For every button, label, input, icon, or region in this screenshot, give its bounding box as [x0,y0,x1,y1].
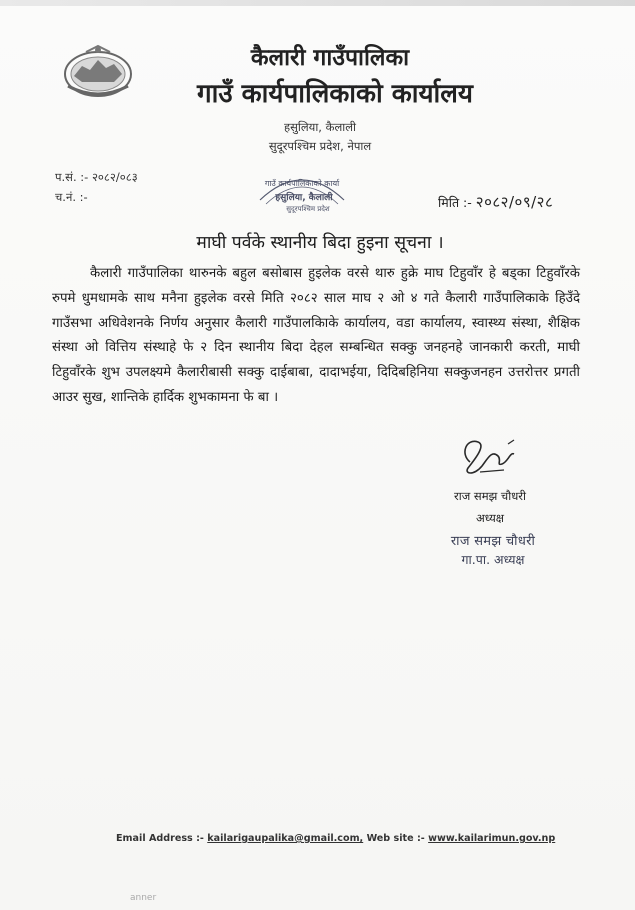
email-link[interactable]: kailarigaupalika@gmail.com, [207,833,364,844]
signatory-name: राज समझ चौधरी [454,489,526,503]
scanner-watermark: anner [130,893,157,903]
date-value: २०८२/०९/२८ [475,193,554,211]
stamp-line-3: सुदूरपश्चिम प्रदेश [286,205,330,213]
cn-label: च.नं. :- [55,190,88,204]
web-label: Web site :- [366,833,425,844]
dispatch-number [55,190,88,205]
footer-contact [116,833,556,844]
address-line-2: सुदूरपश्चिम प्रदेश, नेपाल [268,139,372,153]
reference-number [55,170,138,185]
stamp-line-2: हसुलिया, कैलाली [275,193,333,203]
signatory-title: अध्यक्ष [475,511,505,525]
email-label: Email Address :- [116,833,204,844]
office-name: गाउँ कार्यपालिकाको कार्यालय [197,79,473,109]
stamp-line-1: गाउँ कार्यपालिकाको कार्या [264,179,340,188]
notice-body: कैलारी गाउँपालिका थारुनके बहुल बसोबास हुइलेक वरसे थारु हुक्रे माघ टिहुवाँर हे बड्का टिहुवाँरके रुपमे धुमधामके साथ मनैना हुइलेक वरसे मिति २०८२ साल माघ २ ओ ४ गते कैलारी गाउँपालिकाके हिउँदे गाउँसभा अधिवेशनके निर्णय अनुसार कैलारी गाउँपालकिाके कार्यालय, वडा कार्यालय, स्वास्थ्य संस्था, शैक्षिक संस्था ओ वित्तिय संस्थाहे फे २ दिन स्थानीय बिदा देहल सम्बन्धित सक्कु जनहनहे जानकारी करती, माघी टिहुवाँरके शुभ उपलक्ष्यमे कैलारीबासी सक्कु दाईबाबा, दादाभईया, दिदिबहिनिया सक्कुजनहन उत्तरोत्तर प्रगती आउर सुख, शान्तिके हार्दिक शुभकामना फे बा । [52,266,580,405]
office-stamp [252,160,352,220]
notice-subject: माघी पर्वके स्थानीय बिदा हुइना सूचना । [196,233,444,253]
address-line-1: हसुलिया, कैलाली [284,120,356,134]
nepal-emblem-icon [60,42,136,100]
ps-value: २०८२/०८३ [91,170,138,184]
name-stamp: राज समझ चौधरी [450,534,536,549]
date-line [438,192,553,212]
website-link[interactable]: www.kailarimun.gov.np [428,833,556,844]
ps-label: प.सं. :- [55,170,89,184]
top-border [0,0,635,6]
date-label: मिति :- [438,195,472,210]
organization-name: कैलारी गाउँपालिका [250,45,410,71]
title-stamp: गा.पा. अध्यक्ष [461,552,525,567]
handwritten-signature [452,432,522,480]
